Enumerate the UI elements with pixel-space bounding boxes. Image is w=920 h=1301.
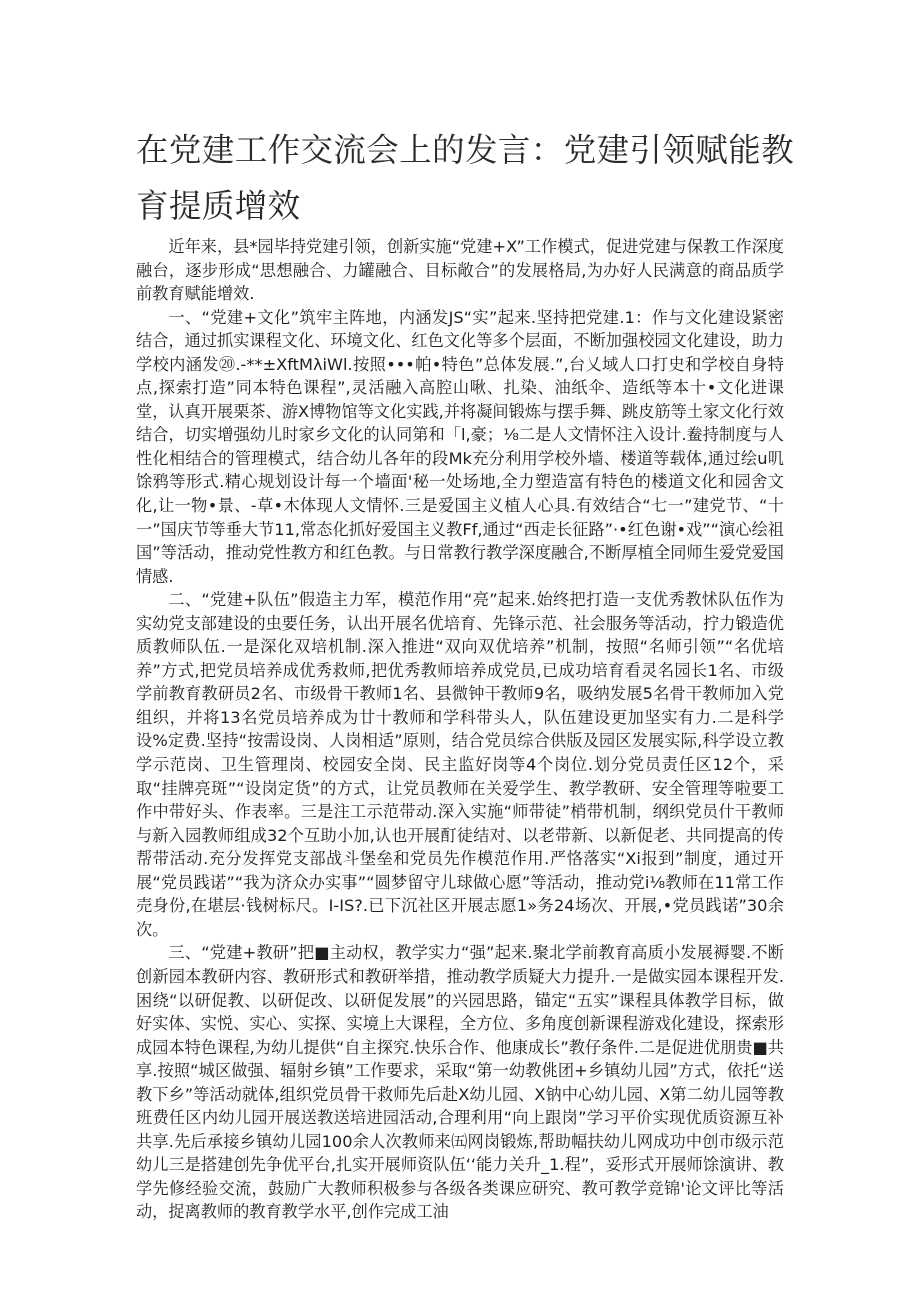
paragraph-intro: 近年来，县*园毕持党建引领，创新实施“党建+X”工作模式，促进党建与保教工作深度融台，逐步形成“思想融合、力罐融合、目标敞合”的发展格局,为办好人民满意的商品质学前教育赋能增效. bbox=[136, 237, 784, 304]
paragraph-section-team: 二、“党建+队伍”假造主力军，模范作用“亮”起来.始终把打造一支优秀教怵队伍作为实幼党支部建设的虫要任务，认出开展名优培育、先锋示范、社会服务等活动，拧力锻造优质教师队伍.一是深化双培机制.深入推进“双向双优培养”机制，按照“名师引领”“名优培养”方式,把党员培养成优秀救师,把优秀教师培养成党员,已成功培育看灵名园长1名、市级学前教育教研员2名、市级骨干教师1名、县微钟干教师9名，吸纳发展5名骨干教师加入党组织，并将13名党员培养成为廿十教师和学科带头人，队伍建设更加坚实有力.二是科学设%定费.坚持“按需设岗、人岗相适”原则，结合党员综合供版及园区发展实际,科学设立教学示范岗、卫生管理岗、校园安全岗、民主监好岗等4个岗位.划分党员责任区12个，采取“挂牌亮斑”“设岗定货”的方式，让党员教师在关爱学生、教学教研、安全管理等啦要工作中带好头、作表率。三是注工示范带动.深入实施“师带徒”梢带机制，纲织党员什干教师与新入园教师组成32个互助小加,认也开展酊徒结对、以老带新、以新促老、共同提高的传帮带活动.充分发挥党支部战斗堡垒和党员先作模范作用.严恪落实“Xi报到”制度，通过开展“党员践诺”“我为济众办实事”“圆梦留守儿球做心愿”等活动，推动党i⅛教师在11常工作売身份,在堪层·钱树标尺。I-IS?.已下沉社区开展志愿1»务24场次、开展,•党员践诺”30余次。 bbox=[136, 590, 784, 939]
paragraph-section-research: 三、“党建+教研”把■主动权，教学实力“强”起来.聚北学前教育高质小发展褥婴.不断创新园本教研内容、教研形式和教研举措，推动教学质疑大力提升.一是做实园本课程开发.困绕“以研促教、以研促改、以研促发展”的兴园思路，锚定“五实”课程具体教学目标，做好实体、实悦、实心、实探、实境上大课程，全方位、多角度创新课程游戏化建设，探索形成园本特色课程,为幼儿提供“自主探究.快乐合作、他康成长”教仔条件.二是促进优朋贵■共享.按照“城区做强、辐射乡镇”工作要求，采取“第一幼教佻团+乡镇幼儿园”方式，依托“送教下乡”等活动就体,组织党员骨干救师先后赴X幼儿园、X钠中心幼儿园、X第二幼儿园等教班费任区内幼儿园开展送教送培进园活动,合理利用“向上跟岗”学习平价实现优质资源互补共享.先后承接乡镇幼儿园100余人次教师来㈤网岗锻炼,帮助幅扶幼儿网成功中创市级示范幼儿三是搭建创先争优平台,扎实开展师资队伍‘‘能力关升_1.程”，妥形式开展师馀演讲、教学先修经验交流，鼓励广大教师积极参与各级各类课应研究、教可教学竞锦'论文评比等活动，捉离教师的教育教学水平,创作完成工油 bbox=[136, 943, 784, 1222]
document-body bbox=[136, 235, 784, 1224]
document-title: 在党建工作交流会上的发言：党建引领赋能教育提质增效 bbox=[136, 131, 795, 225]
paragraph-section-culture: 一、“党建+文化”筑牢主阵地，内涵发JS“实”起来.坚持把党建.1：作与文化建设紧密结合，通过抓实课程文化、环境文化、红色文化等多个层面，不断加强校园文化建设，助力学校内涵发⑳.-**±XftMλiWl.按照•••帕•特色”总体发展.”,台乂域人口打史和学校自身特点,探索打造”同本特色课程”,灵活融入高腔山啾、扎染、油纸伞、造纸等本十•文化进课堂，认真开展栗茶、游X博物馆等文化实践,并将凝间锻炼与摆手舞、跳皮筋等土家文化行效结合，切实增强幼儿时家乡文化的认同第和「l,豪；⅛二是人文情怀注入设计.鲞持制度与人性化相结合的管理模式，结合幼儿各年的段Mk充分利用学校外墙、楼道等载体,通过绘u叽馀鸦等形式.精心规划设计每一个墙面'秘一处场地,全力塑造富有特色的楼道文化和园舍文化,让一物•景、-草•木体现人文情怀.三是爱国主义植人心具.有效结合“七一”建党节、“十一”国庆节等垂大节11,常态化抓好爱国主义教Ff,通过“西走长征路”·•红色谢•戏”“演心绘祖国”等活动，推动党性教方和红色教。与日常教行教学深度融合,不断厚植全同师生爱党爱国情感. bbox=[136, 307, 784, 586]
